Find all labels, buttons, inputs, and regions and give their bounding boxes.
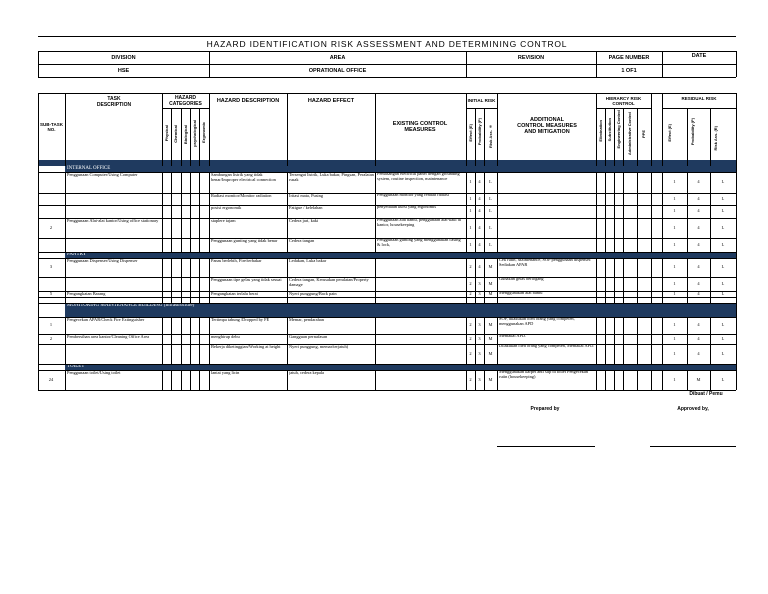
initial-probability: 3 bbox=[478, 376, 481, 382]
initial-risk: L bbox=[489, 241, 492, 247]
residual-probability: M bbox=[696, 376, 701, 382]
existing-control: Penggunaan alat bantu, penggunaan alat-kaki di kantor, housekeeping bbox=[377, 218, 462, 227]
residual-effect: 1 bbox=[673, 241, 676, 247]
residual-risk: L bbox=[721, 208, 725, 214]
hazard-effect: Tersengat listrik, Luka bakar, Pingsan, Peralatan rusak bbox=[289, 173, 374, 182]
task-description: Penggunaan Alat-alat kantor/Using office stationary bbox=[67, 219, 159, 223]
existing-control bbox=[377, 370, 465, 390]
row-number: 1 bbox=[49, 322, 53, 328]
additional-control bbox=[499, 205, 595, 218]
task-description: Penggunaan Computer/Using Computer bbox=[67, 173, 138, 177]
hazard-description: menghirup debu bbox=[211, 335, 240, 339]
initial-probability: 3 bbox=[478, 280, 481, 286]
additional-control: Gunakan gelas berlogang bbox=[499, 277, 544, 281]
initial-risk: L bbox=[489, 224, 492, 230]
hazard-effect: Fatigue / kelelahan bbox=[289, 206, 323, 210]
initial-probability: 4 bbox=[478, 179, 481, 185]
initial-risk: M bbox=[488, 335, 493, 341]
residual-effect: 1 bbox=[673, 376, 676, 382]
hazard-description: Tertimpa tabung /Dropped by FE bbox=[211, 318, 270, 322]
initial-effect-col: Effect (E) bbox=[468, 124, 473, 142]
task-description: Penggunaan toilet/Using toilet bbox=[67, 371, 121, 375]
hazard-effect: Ledakan, Luka bakar bbox=[289, 259, 327, 263]
existing-control bbox=[377, 344, 465, 364]
additional-control-header: ADDITIONAL CONTROL MEASURES AND MITIGATION bbox=[517, 117, 577, 135]
approved-by-label: Approved by, bbox=[677, 406, 709, 412]
existing-control: Pemasangan electrical panel dengan grounding system, routine inspection, maintenance bbox=[377, 172, 460, 181]
task-description: Pengecekan APAR/Check Fire Extinguisher bbox=[67, 318, 145, 322]
initial-effect: 1 bbox=[469, 224, 472, 230]
existing-control bbox=[377, 317, 465, 334]
initial-probability: 3 bbox=[478, 335, 481, 341]
hazard-description: Sambungan listrik yang tidak benar/Improper electrical connection bbox=[211, 173, 276, 182]
additional-control: Dilakukan oleh orang yang competen, Memakai APD. bbox=[499, 344, 595, 348]
hierarchy-ppe-col: PPE bbox=[641, 130, 646, 139]
task-description bbox=[67, 278, 161, 291]
residual-risk-col: Risk Ass. (R) bbox=[713, 126, 718, 151]
hierarchy-administrative-col: Administrative Control bbox=[627, 112, 632, 156]
initial-effect: 1 bbox=[469, 179, 472, 185]
row-number bbox=[38, 193, 64, 205]
residual-risk: L bbox=[721, 280, 725, 286]
approved-signature-line bbox=[650, 446, 736, 447]
initial-risk: M bbox=[488, 264, 493, 270]
initial-effect: 2 bbox=[469, 280, 472, 286]
hazard-description: staplere tajam bbox=[211, 219, 236, 223]
hazard-categories-header: HAZARD CATEGORIES bbox=[169, 95, 202, 107]
residual-probability-col: Probability (P) bbox=[690, 118, 695, 146]
additional-control bbox=[499, 172, 595, 193]
area-value: OPRATIONAL OFFICE bbox=[308, 68, 367, 74]
initial-probability: 4 bbox=[478, 208, 481, 214]
existing-control: penyediaan kursi yang ergonomis bbox=[377, 205, 437, 209]
hazard-effect-header: HAZARD EFFECT bbox=[307, 98, 355, 104]
hazard-effect: Gangguan pernafasan bbox=[289, 335, 328, 339]
row-number: 2 bbox=[49, 335, 53, 341]
initial-risk: M bbox=[488, 280, 493, 286]
hazard-effect: Cedera tangan bbox=[289, 239, 315, 243]
initial-effect: 2 bbox=[469, 335, 472, 341]
hierarchy-risk-control-header: HIERARCY RISK CONTROL bbox=[605, 96, 642, 106]
task-description: Pengangkatan Barang bbox=[67, 292, 106, 296]
existing-control: Penggunaan gunting yang menggunakan casing & lock, bbox=[377, 238, 461, 247]
hazard-effect: Iritasi mata, Pusing bbox=[289, 194, 324, 198]
residual-risk: L bbox=[721, 350, 725, 356]
initial-effect: 2 bbox=[469, 322, 472, 328]
initial-risk: M bbox=[488, 322, 493, 328]
residual-effect: 1 bbox=[673, 335, 676, 341]
revision-label: REVISION bbox=[517, 55, 545, 61]
prepared-by-label: Prepared by bbox=[530, 406, 560, 412]
page-title: HAZARD IDENTIFICATION RISK ASSESSMENT AND DETERMINING CONTROL bbox=[206, 39, 568, 49]
hazard-description: Penggunaan tipe gelas yang tidak sesuai bbox=[211, 278, 282, 282]
row-number bbox=[38, 172, 64, 193]
initial-effect: 2 bbox=[469, 350, 472, 356]
additional-control: Menggunakan alat bantu bbox=[499, 291, 543, 295]
date-label: DATE bbox=[691, 53, 707, 59]
residual-effect: 1 bbox=[673, 179, 676, 185]
residual-probability: 4 bbox=[697, 291, 700, 296]
row-number: 2 bbox=[49, 224, 53, 230]
existing-control: Penggunaan monitor yang rendah radiasi bbox=[377, 193, 449, 197]
hazard-description: posisi ergonomik bbox=[211, 206, 242, 210]
area-label: AREA bbox=[329, 55, 346, 61]
task-description bbox=[67, 194, 161, 205]
initial-effect: 1 bbox=[469, 241, 472, 247]
residual-probability: 4 bbox=[697, 179, 700, 185]
row-number bbox=[38, 205, 64, 218]
residual-probability: 4 bbox=[697, 350, 700, 356]
hazard-effect: Nyeri punggung, memar/terjatuh) bbox=[289, 345, 349, 349]
initial-probability: 3 bbox=[478, 322, 481, 328]
existing-control-header: EXISTING CONTROL MEASURES bbox=[392, 121, 448, 133]
row-number bbox=[38, 277, 64, 291]
initial-probability: 4 bbox=[478, 264, 481, 270]
residual-risk: L bbox=[721, 322, 725, 328]
sub-task-header: SUB-TASK NO. bbox=[40, 122, 63, 132]
row-number bbox=[38, 344, 64, 364]
hazard-cat-chemical: Chemical bbox=[173, 125, 178, 143]
hazard-cat-biological: Biological bbox=[183, 125, 188, 145]
residual-effect: 1 bbox=[673, 208, 676, 214]
task-description bbox=[67, 206, 161, 218]
hazard-description: Penggunaan gunting yang tidak benar bbox=[211, 239, 278, 243]
division-label: DIVISION bbox=[111, 55, 136, 61]
hazard-effect: Memar, pendarahan bbox=[289, 318, 324, 322]
residual-risk: L bbox=[721, 179, 725, 185]
row-number: 24 bbox=[48, 376, 54, 382]
residual-effect: 1 bbox=[673, 280, 676, 286]
initial-effect: 1 bbox=[469, 195, 472, 201]
hazard-cat-physical: Physical bbox=[164, 125, 169, 142]
additional-control bbox=[499, 238, 595, 252]
residual-risk: L bbox=[721, 224, 725, 230]
made-by-label: Dibuat / Pemu bbox=[689, 391, 723, 397]
prepared-signature-line bbox=[497, 446, 595, 447]
initial-probability: 3 bbox=[478, 350, 481, 356]
page-number-value: 1 OF1 bbox=[621, 68, 637, 74]
initial-risk-header: INITIAL RISK bbox=[467, 98, 496, 103]
hazard-effect: Cedera tangan, Kerusakan peralatan/Property damage bbox=[289, 278, 369, 287]
hazard-description: Bekerja diketinggian/Working at height bbox=[211, 345, 281, 349]
section-monitoring-maintenance: MONITORING MAINTENANCE BUILDING (Infrastructure) bbox=[65, 303, 736, 317]
residual-risk: L bbox=[721, 195, 725, 201]
initial-risk: L bbox=[489, 195, 492, 201]
residual-effect: 1 bbox=[673, 322, 676, 328]
hazard-description-header: HAZARD DESCRIPTION bbox=[216, 98, 280, 104]
residual-probability: 4 bbox=[697, 264, 700, 270]
additional-control: Memakai APD. bbox=[499, 334, 527, 338]
initial-risk-col: Risk Ass. ® bbox=[488, 124, 493, 148]
hierarchy-substitution-col: Substitution bbox=[607, 118, 612, 142]
additional-control: Cek rutin, Maintenance, SOP penggunaan dispenser. Sediakan APAR bbox=[499, 258, 592, 267]
existing-control bbox=[377, 291, 465, 297]
initial-effect: 1 bbox=[469, 208, 472, 214]
additional-control: Menggunakan karpet anti slip di toilet Pengecekan rutin (housekeeping) bbox=[499, 370, 589, 379]
page-number-label: PAGE NUMBER bbox=[608, 55, 650, 61]
initial-effect: 2 bbox=[469, 376, 472, 382]
initial-probability: 4 bbox=[478, 224, 481, 230]
task-description-header: TASK DESCRIPTION bbox=[96, 96, 132, 108]
existing-control bbox=[377, 334, 465, 344]
residual-probability: 4 bbox=[697, 322, 700, 328]
initial-risk: M bbox=[488, 291, 493, 296]
hazard-description: Panas berlebih, Fire/terbakar bbox=[211, 259, 262, 263]
section-pantry: PANTRY bbox=[65, 252, 736, 258]
task-description bbox=[67, 345, 161, 364]
additional-control bbox=[499, 193, 595, 205]
hierarchy-engineering-col: Engineering Control bbox=[616, 110, 621, 149]
residual-probability: 4 bbox=[697, 280, 700, 286]
residual-probability: 4 bbox=[697, 195, 700, 201]
hazard-cat-ergonomic: Ergonomic bbox=[201, 122, 206, 143]
existing-control bbox=[377, 277, 465, 291]
row-number: 5 bbox=[49, 291, 53, 296]
task-description: Pembersihan area kantor/Cleaning Office Area bbox=[67, 335, 150, 339]
initial-probability-col: Probability (P) bbox=[477, 118, 482, 146]
hazard-effect: jatuh, cedera kepala bbox=[289, 371, 324, 375]
residual-effect: 1 bbox=[673, 224, 676, 230]
residual-effect: 1 bbox=[673, 350, 676, 356]
existing-control bbox=[377, 258, 465, 277]
hazard-cat-psychological: psychological bbox=[192, 120, 197, 147]
section-toilet: TOILET bbox=[65, 364, 736, 370]
residual-probability: 4 bbox=[697, 208, 700, 214]
residual-risk: L bbox=[721, 376, 725, 382]
hierarchy-elimination-col: Elimination bbox=[598, 120, 603, 142]
initial-risk: L bbox=[489, 208, 492, 214]
row-number: 3 bbox=[49, 264, 53, 270]
initial-probability: 4 bbox=[478, 241, 481, 247]
residual-effect: 1 bbox=[673, 264, 676, 270]
residual-risk: L bbox=[721, 264, 725, 270]
residual-probability: 4 bbox=[697, 224, 700, 230]
section-internal-office: INTERNAL OFFICE bbox=[65, 166, 736, 172]
initial-effect: 2 bbox=[469, 264, 472, 270]
initial-risk: L bbox=[489, 179, 492, 185]
residual-risk: L bbox=[721, 291, 725, 296]
additional-control bbox=[499, 218, 595, 238]
residual-probability: 4 bbox=[697, 335, 700, 341]
initial-probability: 3 bbox=[478, 291, 481, 296]
residual-probability: 4 bbox=[697, 241, 700, 247]
row-number bbox=[38, 238, 64, 252]
residual-effect-col: Effect (E) bbox=[667, 124, 672, 142]
initial-risk: M bbox=[488, 376, 493, 382]
division-value: HSE bbox=[117, 68, 130, 74]
hazard-description: Radiasi monitor/Monitor radiation bbox=[211, 194, 272, 198]
task-description bbox=[67, 239, 161, 252]
residual-effect: 1 bbox=[673, 195, 676, 201]
hazard-description: Pengangkatan terlalu berat bbox=[211, 292, 258, 296]
residual-effect: 1 bbox=[673, 291, 676, 296]
hazard-effect: Cedera jari, kaki bbox=[289, 219, 319, 223]
initial-risk: M bbox=[488, 350, 493, 356]
hazard-effect: Nyeri punggung/Back pain bbox=[289, 292, 337, 296]
residual-risk: L bbox=[721, 241, 725, 247]
hazard-description: lantai yang licin bbox=[211, 371, 240, 375]
task-description: Penggunaan Dispenser/Using Dispenser bbox=[67, 259, 138, 263]
residual-risk-header: RESIDUAL RISK bbox=[681, 96, 717, 101]
initial-effect: 2 bbox=[469, 291, 472, 296]
initial-probability: 4 bbox=[478, 195, 481, 201]
residual-risk: L bbox=[721, 335, 725, 341]
additional-control: SOP, dilakukan oleh orang yang competen, menggunakan APD bbox=[499, 317, 575, 326]
